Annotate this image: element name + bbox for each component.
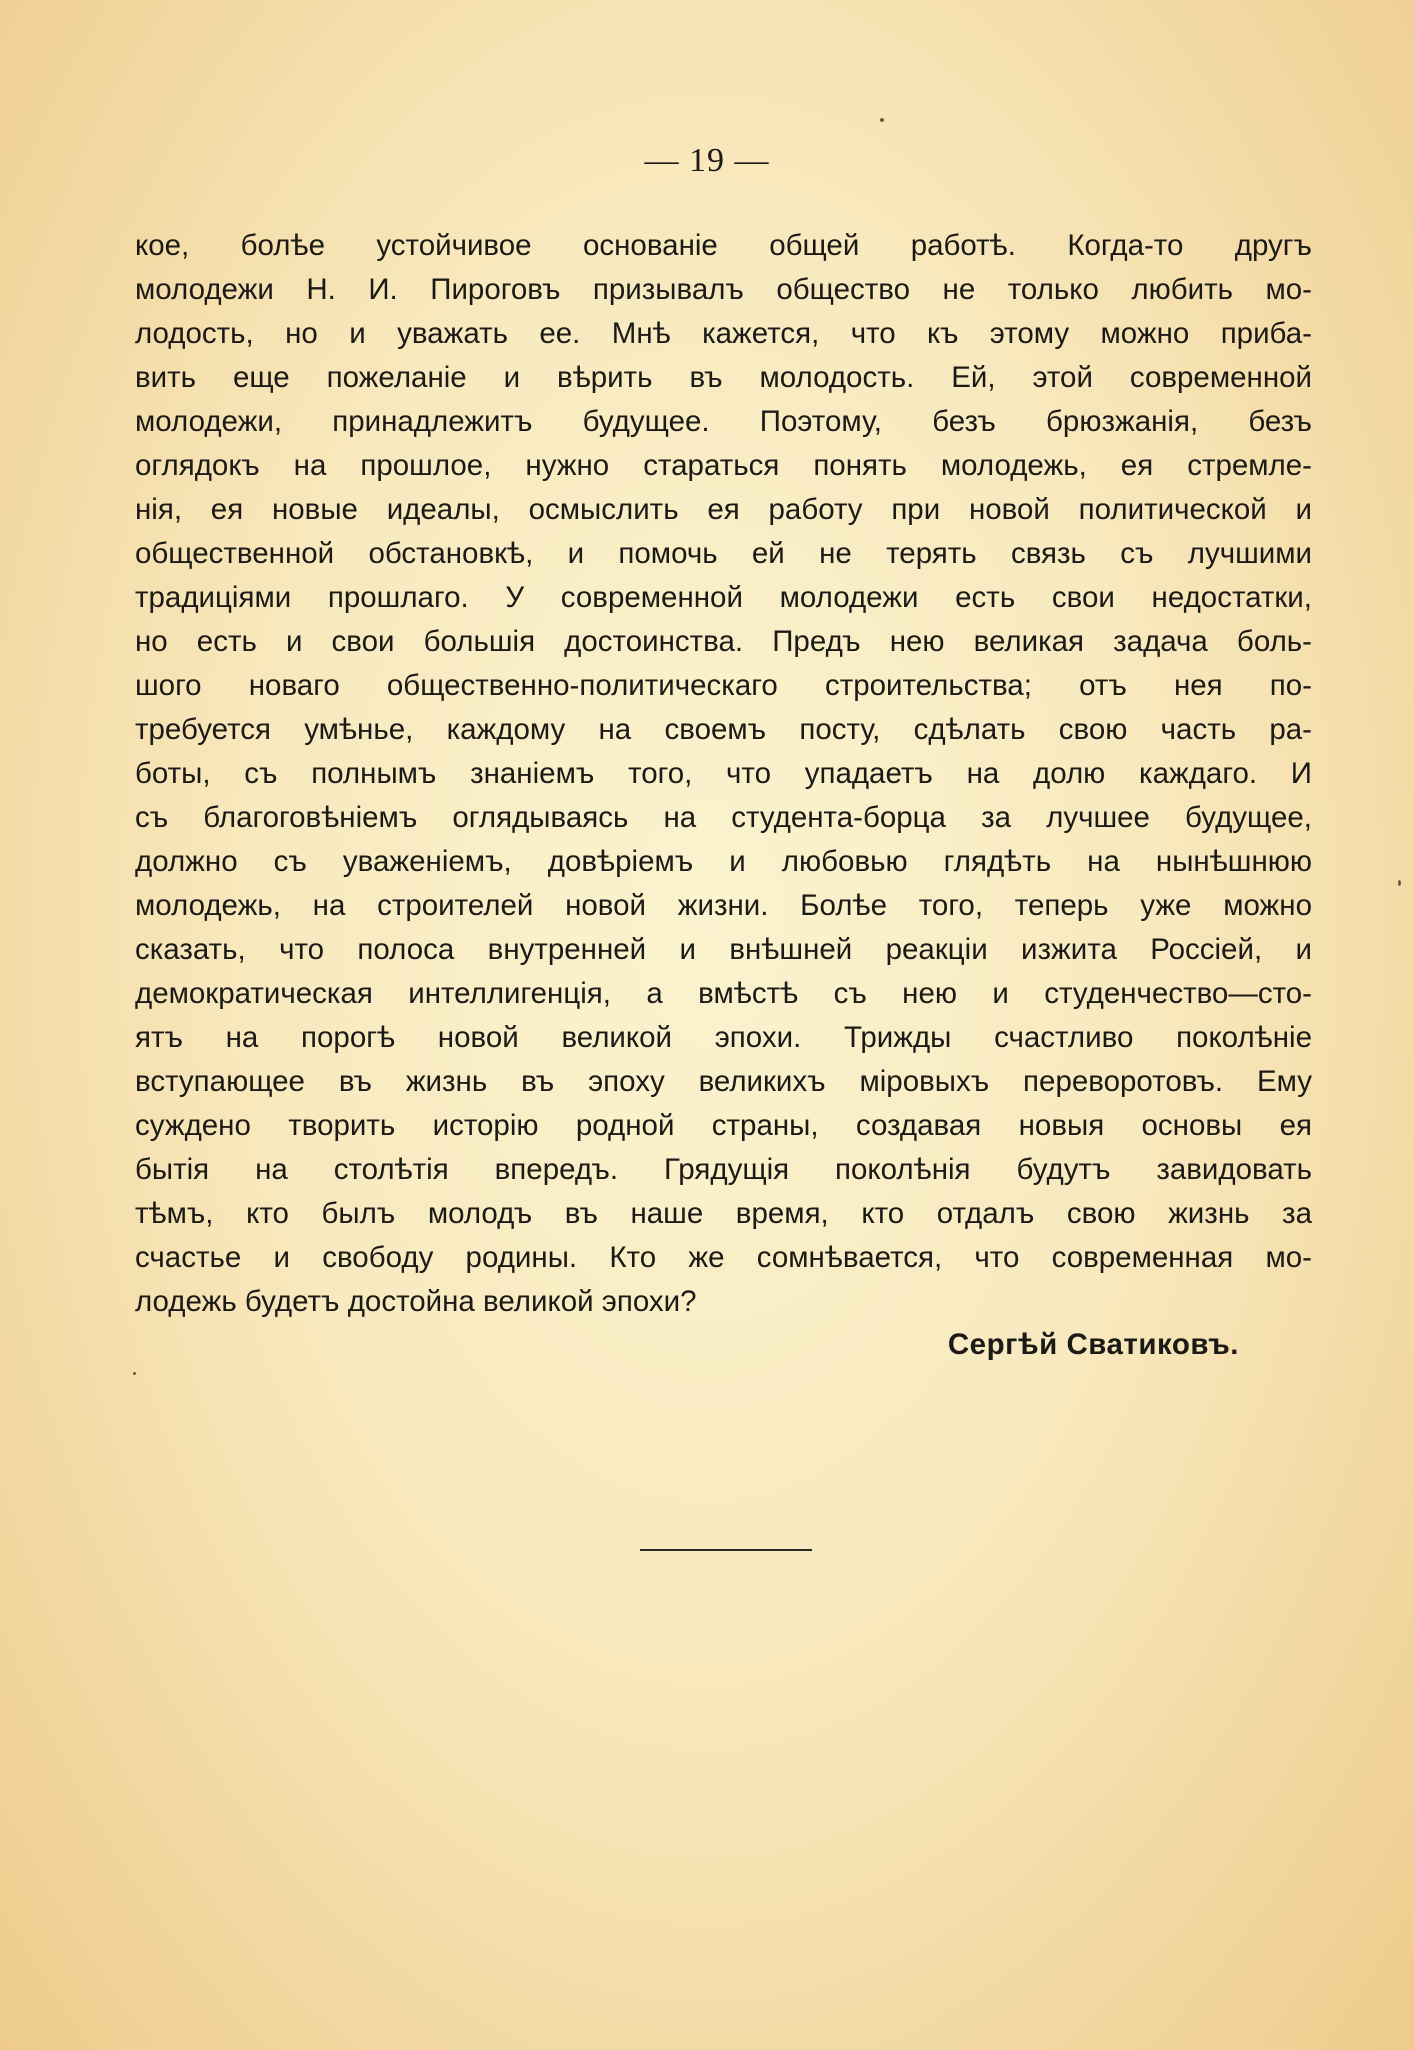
text-line: должно съ уваженiемъ, довѣрiемъ и любовью глядѣть на нынѣшнюю	[135, 845, 1312, 878]
text-line: лодежь будетъ достойна великой эпохи?	[135, 1285, 697, 1318]
body-paragraph	[135, 224, 1312, 1324]
text-line: ятъ на порогѣ новой великой эпохи. Трижды счастливо поколѣнiе	[135, 1021, 1312, 1054]
text-line: бытiя на столѣтiя впередъ. Грядущiя поколѣнiя будутъ завидовать	[135, 1153, 1312, 1186]
text-line: молодежи, принадлежитъ будущее. Поэтому, безъ брюзжанiя, безъ	[135, 405, 1312, 438]
text-line: молодежи Н. И. Пироговъ призывалъ общество не только любить мо-	[135, 273, 1312, 306]
paper-speck	[1398, 880, 1401, 886]
author-signature: Сергѣй Сватиковъ.	[947, 1328, 1239, 1361]
text-line: тѣмъ, кто былъ молодъ въ наше время, кто отдалъ свою жизнь за	[135, 1197, 1312, 1230]
text-line: суждено творить исторiю родной страны, создавая новыя основы ея	[135, 1109, 1312, 1142]
text-line: съ благоговѣнiемъ оглядываясь на студента-борца за лучшее будущее,	[135, 801, 1312, 834]
text-line: вступающее въ жизнь въ эпоху великихъ мiровыхъ переворотовъ. Ему	[135, 1065, 1312, 1098]
text-line: сказать, что полоса внутренней и внѣшней реакцiи изжита Россiей, и	[135, 933, 1312, 966]
text-line: счастье и свободу родины. Кто же сомнѣвается, что современная мо-	[135, 1241, 1312, 1274]
text-line: общественной обстановкѣ, и помочь ей не терять связь съ лучшими	[135, 537, 1312, 570]
paper-speck	[880, 118, 884, 122]
text-line: демократическая интеллигенцiя, а вмѣстѣ съ нею и студенчество—сто-	[135, 977, 1312, 1010]
text-line: требуется умѣнье, каждому на своемъ посту, сдѣлать свою часть ра-	[135, 713, 1312, 746]
text-line: оглядокъ на прошлое, нужно стараться понять молодежь, ея стремле-	[135, 449, 1312, 482]
text-line: вить еще пожеланiе и вѣрить въ молодость. Ей, этой современной	[135, 361, 1312, 394]
page-number: — 19 —	[644, 142, 770, 179]
text-line: лодость, но и уважать ее. Мнѣ кажется, что къ этому можно приба-	[135, 317, 1312, 350]
paper-speck	[133, 1372, 136, 1375]
text-line: традицiями прошлаго. У современной молодежи есть свои недостатки,	[135, 581, 1312, 614]
text-line: кое, болѣе устойчивое основанiе общей работѣ. Когда-то другъ	[135, 229, 1312, 262]
text-line: боты, съ полнымъ знанiемъ того, что упадаетъ на долю каждаго. И	[135, 757, 1312, 790]
text-line: молодежь, на строителей новой жизни. Болѣе того, теперь уже можно	[135, 889, 1312, 922]
text-line: но есть и свои большiя достоинства. Предъ нею великая задача боль-	[135, 625, 1312, 658]
section-divider	[640, 1549, 812, 1551]
text-line: шого новаго общественно-политическаго строительства; отъ нея по-	[135, 669, 1312, 702]
text-line: нiя, ея новые идеалы, осмыслить ея работу при новой политической и	[135, 493, 1312, 526]
